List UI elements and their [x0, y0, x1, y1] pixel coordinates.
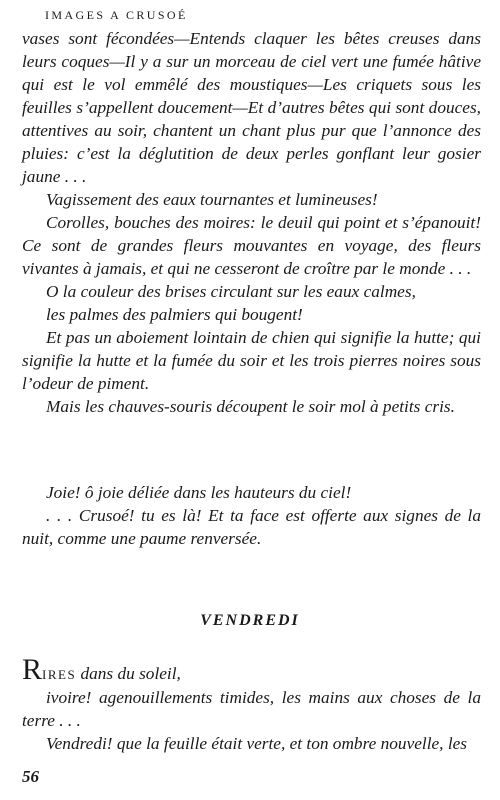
paragraph: Vagissement des eaux tournantes et lumineuses! [46, 190, 378, 209]
opening-line-rest: dans du soleil, [76, 664, 181, 683]
paragraph: Vendredi! que la feuille était verte, et ton ombre nouvelle, les [46, 734, 468, 753]
paragraph: Corolles, bouches des moires: le deuil qui point et s’épanouit! Ce sont de grandes fleurs mouvantes en voyage, des fleurs vivantes à jamais, et qui ne cesseront de croître par le monde . . . [22, 213, 481, 278]
text-block-c [22, 653, 481, 755]
section-title: VENDREDI [200, 612, 300, 629]
paragraph: ivoire! agenouillements timides, les mains aux choses de la terre . . . [22, 688, 481, 730]
paragraph: Et pas un aboiement lointain de chien qui signifie la hutte; qui signifie la hutte et la fumée du soir et les trois pierres noires sous l’odeur de piment. [22, 328, 481, 393]
text-block-b [22, 481, 481, 550]
running-head: IMAGES A CRUSOÉ [45, 8, 188, 22]
paragraph: O la couleur des brises circulant sur les eaux calmes, [46, 282, 416, 301]
opening-paragraph [22, 653, 481, 686]
paragraph: les palmes des palmiers qui bougent! [46, 305, 303, 324]
text-block-a [22, 27, 481, 418]
small-caps-word: IRES [42, 667, 77, 682]
page-number: 56 [22, 767, 39, 786]
paragraph: Joie! ô joie déliée dans les hauteurs du ciel! [46, 483, 352, 502]
drop-cap: R [22, 653, 43, 686]
paragraph: . . . Crusoé! tu es là! Et ta face est offerte aux signes de la nuit, comme une paume renversée. [22, 506, 481, 548]
paragraph: Mais les chauves-souris découpent le soir mol à petits cris. [46, 397, 455, 416]
paragraph: vases sont fécondées—Entends claquer les bêtes creuses dans leurs coques—Il y a sur un morceau de ciel vert une fumée hâtive qui est le vol emmêlé des moustiques—Les criquets sous les feuilles s’appellent doucement—Et d’autres bêtes qui sont douces, attentives au soir, chantent un chant plus pur que l’annonce des pluies: c’est la déglutition de deux perles gonflant leur gosier jaune . . . [22, 29, 481, 186]
